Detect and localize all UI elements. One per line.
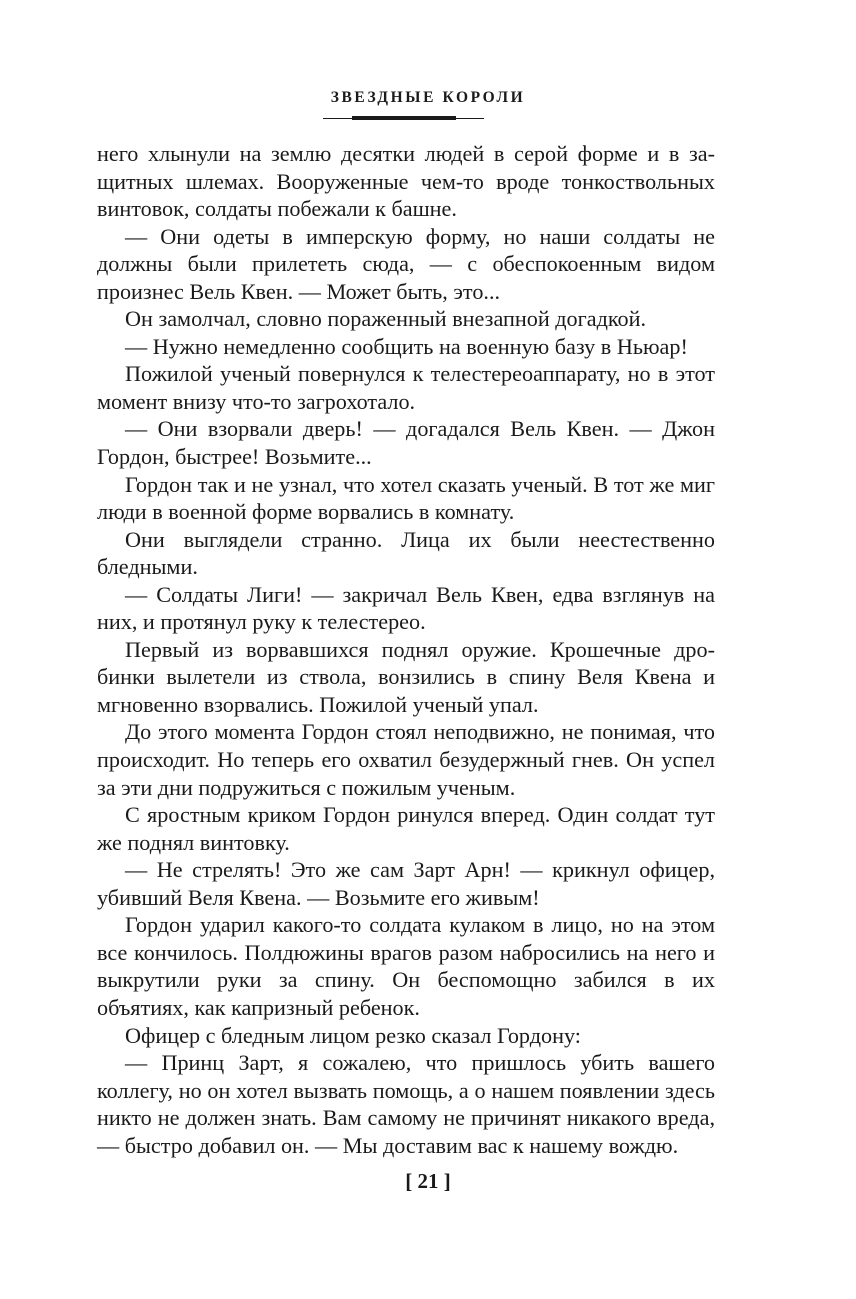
running-title: ЗВЕЗДНЫЕ КОРОЛИ [330, 89, 526, 106]
paragraph: Пожилой ученый повернулся к телестереоаппарату, но в этот момент внизу что-то загрохотало. [97, 361, 715, 414]
page-number: [ 21 ] [405, 1169, 451, 1193]
paragraph: Первый из ворвавшихся поднял оружие. Крошечные дробинки вылетели из ствола, вонзились в спину Веля Квена и мгновенно взорвались. Пожилой ученый упал. [97, 636, 715, 717]
paragraph: — Они взорвали дверь! — догадался Вель Квен. — Джон Гордон, быстрее! Возьмите... [97, 416, 715, 470]
paragraph: — Принц Зарт, я сожалею, что пришлось убить вашего коллегу, но он хотел вызвать помощь, а о нашем появлении здесь никто не должен знать. Вам самому не причинят никакого вреда, — быстро добавил он. — Мы доставим вас к нашему вождю. [97, 1050, 715, 1158]
paragraph: Офицер с бледным лицом резко сказал Гордону: [125, 1022, 581, 1048]
paragraph: — Солдаты Лиги! — закричал Вель Квен, едва взглянув на них, и протянул руку к телестерео. [97, 581, 715, 635]
header-rule-accent [352, 116, 456, 120]
paragraph: С яростным криком Гордон ринулся вперед. Один солдат тут же поднял винтовку. [97, 802, 715, 855]
paragraph: До этого момента Гордон стоял неподвижно, не понимая, что происходит. Но теперь его охватил безудержный гнев. Он успел за эти дни подружиться с пожилым ученым. [97, 719, 715, 800]
paragraph: Он замолчал, словно пораженный внезапной догадкой. [125, 306, 647, 332]
body-text [97, 140, 715, 1159]
paragraph: него хлынули на землю десятки людей в серой форме и в защитных шлемах. Вооруженные чем-то вроде тонкоствольных винтовок, солдаты побежали к башне. [97, 141, 715, 222]
paragraph: — Не стрелять! Это же сам Зарт Арн! — крикнул офицер, убивший Веля Квена. — Возьмите его живым! [97, 857, 715, 910]
paragraph: Они выглядели странно. Лица их были неестественно бледными. [97, 526, 715, 580]
running-head [0, 88, 856, 108]
paragraph: Гордон так и не узнал, что хотел сказать ученый. В тот же миг люди в военной форме ворвались в комнату. [97, 471, 715, 525]
paragraph: Гордон ударил какого-то солдата кулаком в лицо, но на этом все кончилось. Полдюжины врагов разом набросились на него и выкрутили руки за спину. Он беспомощно забился в их объятиях, как капризный ребенок. [97, 912, 715, 1020]
paragraph: — Они одеты в имперскую форму, но наши солдаты не должны были прилететь сюда, — с обеспокоенным видом произнес Вель Квен. — Может быть, это... [97, 223, 715, 304]
paragraph: — Нужно немедленно сообщить на военную базу в Ньюар! [125, 333, 688, 359]
